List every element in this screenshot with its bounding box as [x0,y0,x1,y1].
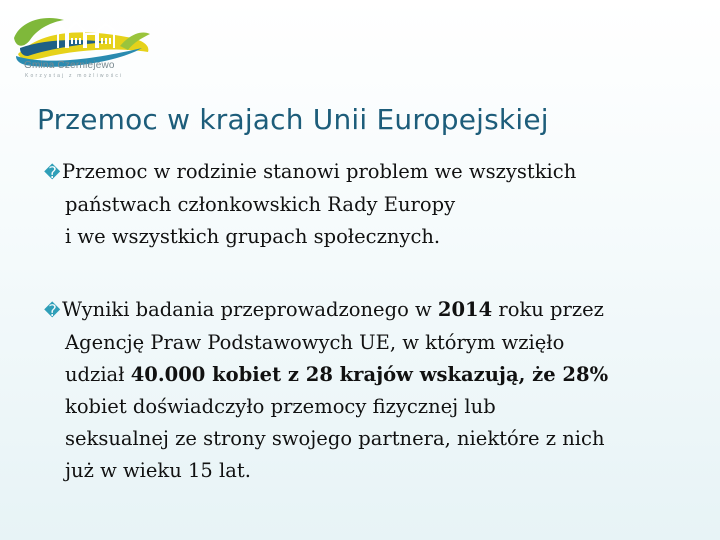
bullet-2-year: 2014 [437,298,493,321]
bullet-2-line-3-bold: 40.000 kobiet z 28 krajów wskazują, że 28% [130,363,609,386]
bullet-1 [44,156,704,253]
bullet-2-line-1b: roku przez [492,298,604,321]
bullet-2-line-4: kobiet doświadczyło przemocy fizycznej lub [65,395,496,418]
logo-tagline: Korzystaj z możliwości [25,73,124,79]
bullet-2-line-1a: Wyniki badania przeprowadzonego w [62,298,438,321]
logo-name: Gmina Czerniejewo [24,60,115,71]
bullet-2 [44,294,704,487]
bullet-icon: � [44,163,61,182]
bullet-1-line-1: Przemoc w rodzinie stanowi problem we wszystkich [62,160,577,183]
bullet-1-line-3: i we wszystkich grupach społecznych. [65,225,441,248]
bullet-1-line-2: państwach członkowskich Rady Europy [65,193,456,216]
bullet-2-line-2: Agencję Praw Podstawowych UE, w którym wzięło [65,331,565,354]
slide-title: Przemoc w krajach Unii Europejskiej [37,103,549,136]
bullet-2-line-6: już w wieku 15 lat. [65,459,251,482]
bullet-icon: � [44,301,61,320]
bullet-2-line-5: seksualnej ze strony swojego partnera, niektóre z nich [65,427,605,450]
bullet-2-line-3a: udział [65,363,131,386]
